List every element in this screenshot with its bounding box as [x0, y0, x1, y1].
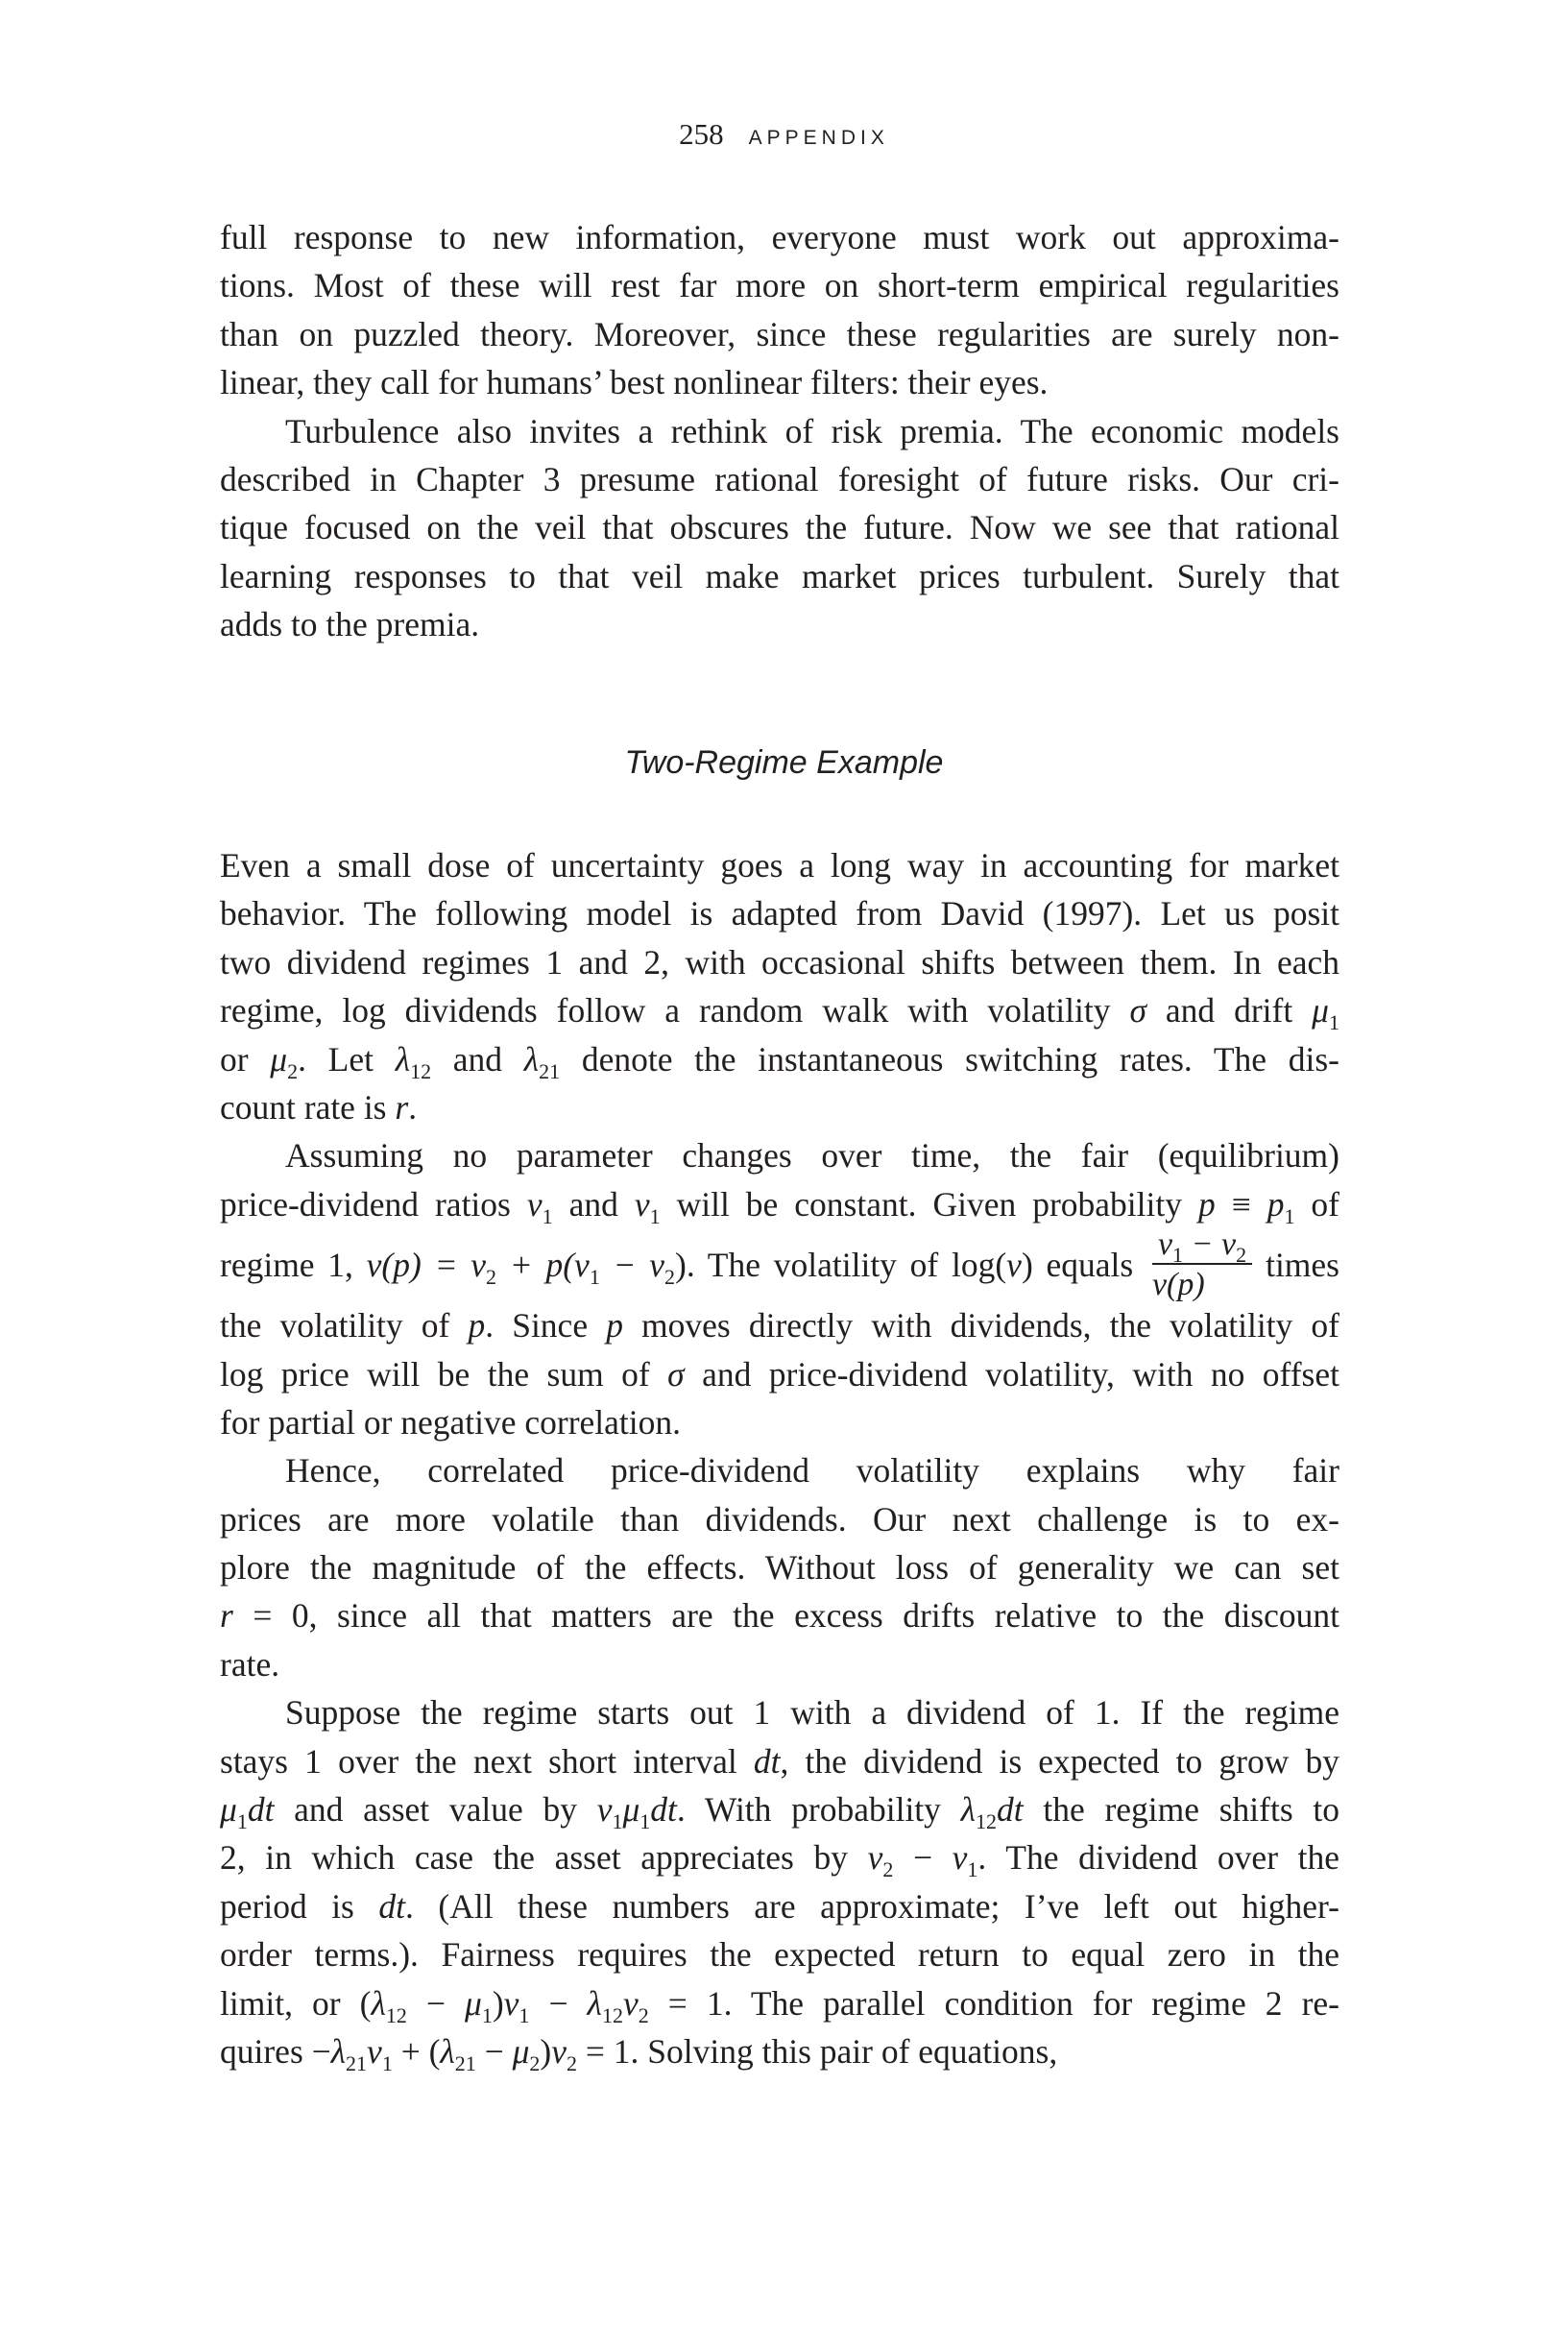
math-v: v: [952, 1838, 968, 1878]
text-run: and: [552, 1184, 635, 1224]
subscript: 12: [976, 1809, 998, 1834]
text-line: [220, 986, 1339, 1034]
math-dt: dt: [997, 1790, 1024, 1830]
subscript: 1: [1284, 1203, 1295, 1228]
math-lambda: λ: [960, 1790, 977, 1830]
math-expression: − v: [1183, 1225, 1237, 1262]
subscript: 1: [542, 1203, 553, 1228]
math-v: v: [1006, 1246, 1022, 1285]
text-line: adds to the premia.: [220, 605, 480, 644]
text-run: regime, log dividends follow a random walk with volatility: [220, 991, 1130, 1031]
text-line: than on puzzled theory. Moreover, since these regularities are surely non-: [220, 314, 1339, 353]
subscript: 12: [601, 2002, 623, 2027]
subscript: 2: [882, 1857, 894, 1882]
text-run: quires −: [220, 2031, 331, 2071]
subscript: 2: [529, 2050, 541, 2075]
text-run: times: [1266, 1246, 1339, 1285]
text-run: ): [540, 2031, 552, 2071]
subscript: 2: [287, 1058, 299, 1083]
subscript: 1: [1328, 1010, 1339, 1035]
math-sigma: σ: [1129, 991, 1146, 1031]
text-line: Hence, correlated price-dividend volatility explains why fair: [285, 1451, 1339, 1491]
math-v: v: [526, 1184, 543, 1224]
text-run: the volatility of: [220, 1306, 469, 1346]
math-mu: μ: [220, 1790, 237, 1830]
text-line: linear, they call for humans’ best nonlinear filters: their eyes.: [220, 363, 1049, 402]
subscript: 2: [638, 2002, 649, 2027]
text-line: order terms.). Fairness requires the expected return to equal zero in the: [220, 1935, 1339, 1975]
text-run: denote the instantaneous switching rates. The dis-: [560, 1039, 1339, 1079]
math-lambda: λ: [587, 1983, 602, 2023]
math-v: v: [634, 1184, 650, 1224]
math-r: r: [395, 1087, 409, 1127]
text-run: . The dividend over the: [977, 1838, 1340, 1878]
text-run: limit, or (: [220, 1983, 372, 2023]
math-v: v: [551, 2031, 567, 2071]
subscript: 21: [454, 2050, 476, 2075]
math-minus: −: [406, 1983, 465, 2023]
text-line: [220, 1737, 1339, 1785]
text-line: [220, 1833, 1339, 1881]
text-run: ) equals: [1021, 1246, 1146, 1285]
text-run: = 1. The parallel condition for regime 2 re-: [648, 1983, 1340, 2023]
text-line: full response to new information, everyone must work out approxima-: [220, 218, 1339, 256]
math-dt: dt: [753, 1741, 781, 1781]
text-line: [220, 1035, 1339, 1083]
math-lambda: λ: [523, 1039, 540, 1079]
paragraph-model-intro: [220, 841, 1339, 1131]
text-line: Suppose the regime starts out 1 with a dividend of 1. If the regime: [285, 1693, 1339, 1733]
text-run: = 0, since all that matters are the excess drifts relative to the discount: [232, 1596, 1339, 1636]
text-line-with-fraction: [220, 1225, 1339, 1302]
math-v: v: [622, 1983, 639, 2023]
text-line: [220, 1979, 1339, 2027]
text-line: plore the magnitude of the effects. Without loss of generality we can set: [220, 1548, 1339, 1588]
paragraph-continuation: [220, 213, 1339, 407]
text-run: and: [431, 1039, 524, 1079]
running-head-section: APPENDIX: [748, 127, 889, 149]
page-number: 258: [679, 117, 724, 151]
subscript: 1: [1172, 1242, 1184, 1267]
body-text-top: [220, 213, 1339, 649]
text-run: regime 1,: [220, 1246, 367, 1285]
subscript: 1: [589, 1265, 600, 1290]
subscript: 2: [567, 2050, 577, 2075]
subscript: 1: [381, 2050, 393, 2075]
math-dt: dt: [378, 1886, 405, 1926]
math-expression: v(p) = v: [366, 1246, 487, 1285]
subscript: 21: [539, 1058, 561, 1083]
text-line: [220, 1083, 1339, 1131]
text-line: [220, 1301, 1339, 1349]
subscript: 2: [664, 1265, 676, 1290]
text-line: [220, 1785, 1339, 1833]
math-lambda: λ: [440, 2031, 455, 2071]
text-run: will be constant. Given probability: [660, 1184, 1198, 1224]
math-v: v: [1157, 1225, 1173, 1262]
text-run: . Since: [485, 1306, 607, 1346]
math-minus: −: [893, 1838, 953, 1878]
math-mu: μ: [622, 1790, 640, 1830]
math-lambda: λ: [371, 1983, 386, 2023]
subscript: 1: [967, 1857, 978, 1882]
subscript: 1: [481, 2002, 493, 2027]
subscript: 21: [346, 2050, 368, 2075]
fraction-denominator: v(p): [1151, 1266, 1205, 1302]
math-lambda: λ: [395, 1039, 411, 1079]
text-line: Even a small dose of uncertainty goes a long way in accounting for market: [220, 846, 1339, 885]
body-text-main: [220, 841, 1339, 2075]
text-line: for partial or negative correlation.: [220, 1402, 682, 1442]
math-expression: + (: [392, 2031, 441, 2071]
math-v: v: [367, 2031, 382, 2071]
math-dt: dt: [650, 1790, 677, 1830]
text-run: . Let: [298, 1039, 396, 1079]
text-line: tions. Most of these will rest far more on short-term empirical regularities: [220, 266, 1339, 305]
subscript: 1: [236, 1809, 248, 1834]
text-run: . With probability: [676, 1790, 961, 1830]
subscript: 1: [649, 1203, 661, 1228]
text-run: the regime shifts to: [1023, 1790, 1339, 1830]
math-minus: −: [529, 1983, 588, 2023]
text-run: log price will be the sum of: [220, 1354, 668, 1394]
text-line: behavior. The following model is adapted from David (1997). Let us posit: [220, 894, 1339, 934]
math-v: v: [596, 1790, 613, 1830]
text-line: Turbulence also invites a rethink of risk premia. The economic models: [285, 411, 1339, 450]
math-expression: − v: [599, 1246, 665, 1285]
text-run: 2, in which case the asset appreciates by: [220, 1838, 868, 1878]
text-run: and price-dividend volatility, with no offset: [684, 1354, 1339, 1394]
subscript: 2: [486, 1265, 497, 1290]
text-line: [220, 1882, 1339, 1930]
subscript: 1: [612, 1809, 623, 1834]
paragraph-volatility: [220, 1446, 1339, 1688]
text-run: stays 1 over the next short interval: [220, 1741, 754, 1781]
math-p: p: [1266, 1184, 1285, 1224]
math-sigma: σ: [667, 1354, 685, 1394]
text-line: learning responses to that veil make market prices turbulent. Surely that: [220, 556, 1339, 595]
math-mu: μ: [270, 1039, 288, 1079]
text-line: [220, 1591, 1339, 1639]
math-dt: dt: [247, 1790, 275, 1830]
text-line: [220, 1180, 1339, 1228]
subscript: 1: [519, 2002, 530, 2027]
math-mu: μ: [464, 1983, 482, 2023]
subscript: 1: [639, 1809, 651, 1834]
math-v: v: [503, 1983, 519, 2023]
text-run: moves directly with dividends, the volatility of: [622, 1306, 1339, 1346]
text-run: ). The volatility of log(: [675, 1246, 1007, 1285]
text-run: and asset value by: [274, 1790, 597, 1830]
running-head: [0, 117, 1568, 152]
math-expression: + p(v: [496, 1246, 590, 1285]
math-p: p: [1197, 1184, 1216, 1224]
text-run: = 1. Solving this pair of equations,: [577, 2031, 1058, 2071]
subscript: 2: [1236, 1242, 1247, 1267]
math-equiv: ≡: [1215, 1184, 1267, 1224]
text-run: of: [1294, 1184, 1340, 1224]
math-minus: −: [475, 2031, 513, 2071]
math-lambda: λ: [330, 2031, 347, 2071]
text-run: ): [492, 1983, 504, 2023]
text-run: or: [220, 1039, 271, 1079]
subscript: 12: [410, 1058, 432, 1083]
paragraph-equilibrium: [220, 1131, 1339, 1446]
math-p: p: [606, 1306, 623, 1346]
text-line: tique focused on the veil that obscures the future. Now we see that rational: [220, 508, 1339, 547]
text-line: Assuming no parameter changes over time, the fair (equilibrium): [285, 1136, 1339, 1176]
text-line: rate.: [220, 1644, 280, 1684]
text-line: [220, 2027, 1339, 2075]
text-run: period is: [220, 1886, 379, 1926]
fraction-numerator: [1152, 1225, 1252, 1267]
paragraph-turbulence: [220, 407, 1339, 649]
math-p: p: [468, 1306, 486, 1346]
text-run: .: [408, 1087, 418, 1127]
math-v: v: [867, 1838, 883, 1878]
subscript: 12: [385, 2002, 407, 2027]
text-line: [220, 1350, 1339, 1398]
section-heading: Two-Regime Example: [624, 744, 944, 781]
text-line: prices are more volatile than dividends. Our next challenge is to ex-: [220, 1499, 1339, 1539]
text-run: , the dividend is expected to grow by: [780, 1741, 1339, 1781]
math-r: r: [220, 1596, 233, 1636]
math-mu: μ: [1312, 991, 1329, 1031]
text-line: two dividend regimes 1 and 2, with occasional shifts between them. In each: [220, 942, 1339, 982]
text-run: and drift: [1146, 991, 1313, 1031]
math-mu: μ: [512, 2031, 530, 2071]
text-run: . (All these numbers are approximate; I’ve left out higher-: [405, 1886, 1339, 1926]
text-line: described in Chapter 3 presume rational foresight of future risks. Our cri-: [220, 459, 1339, 498]
paragraph-regime-shift: [220, 1688, 1339, 2075]
text-run: count rate is: [220, 1087, 396, 1127]
fraction: [1151, 1225, 1252, 1302]
text-run: price-dividend ratios: [220, 1184, 527, 1224]
